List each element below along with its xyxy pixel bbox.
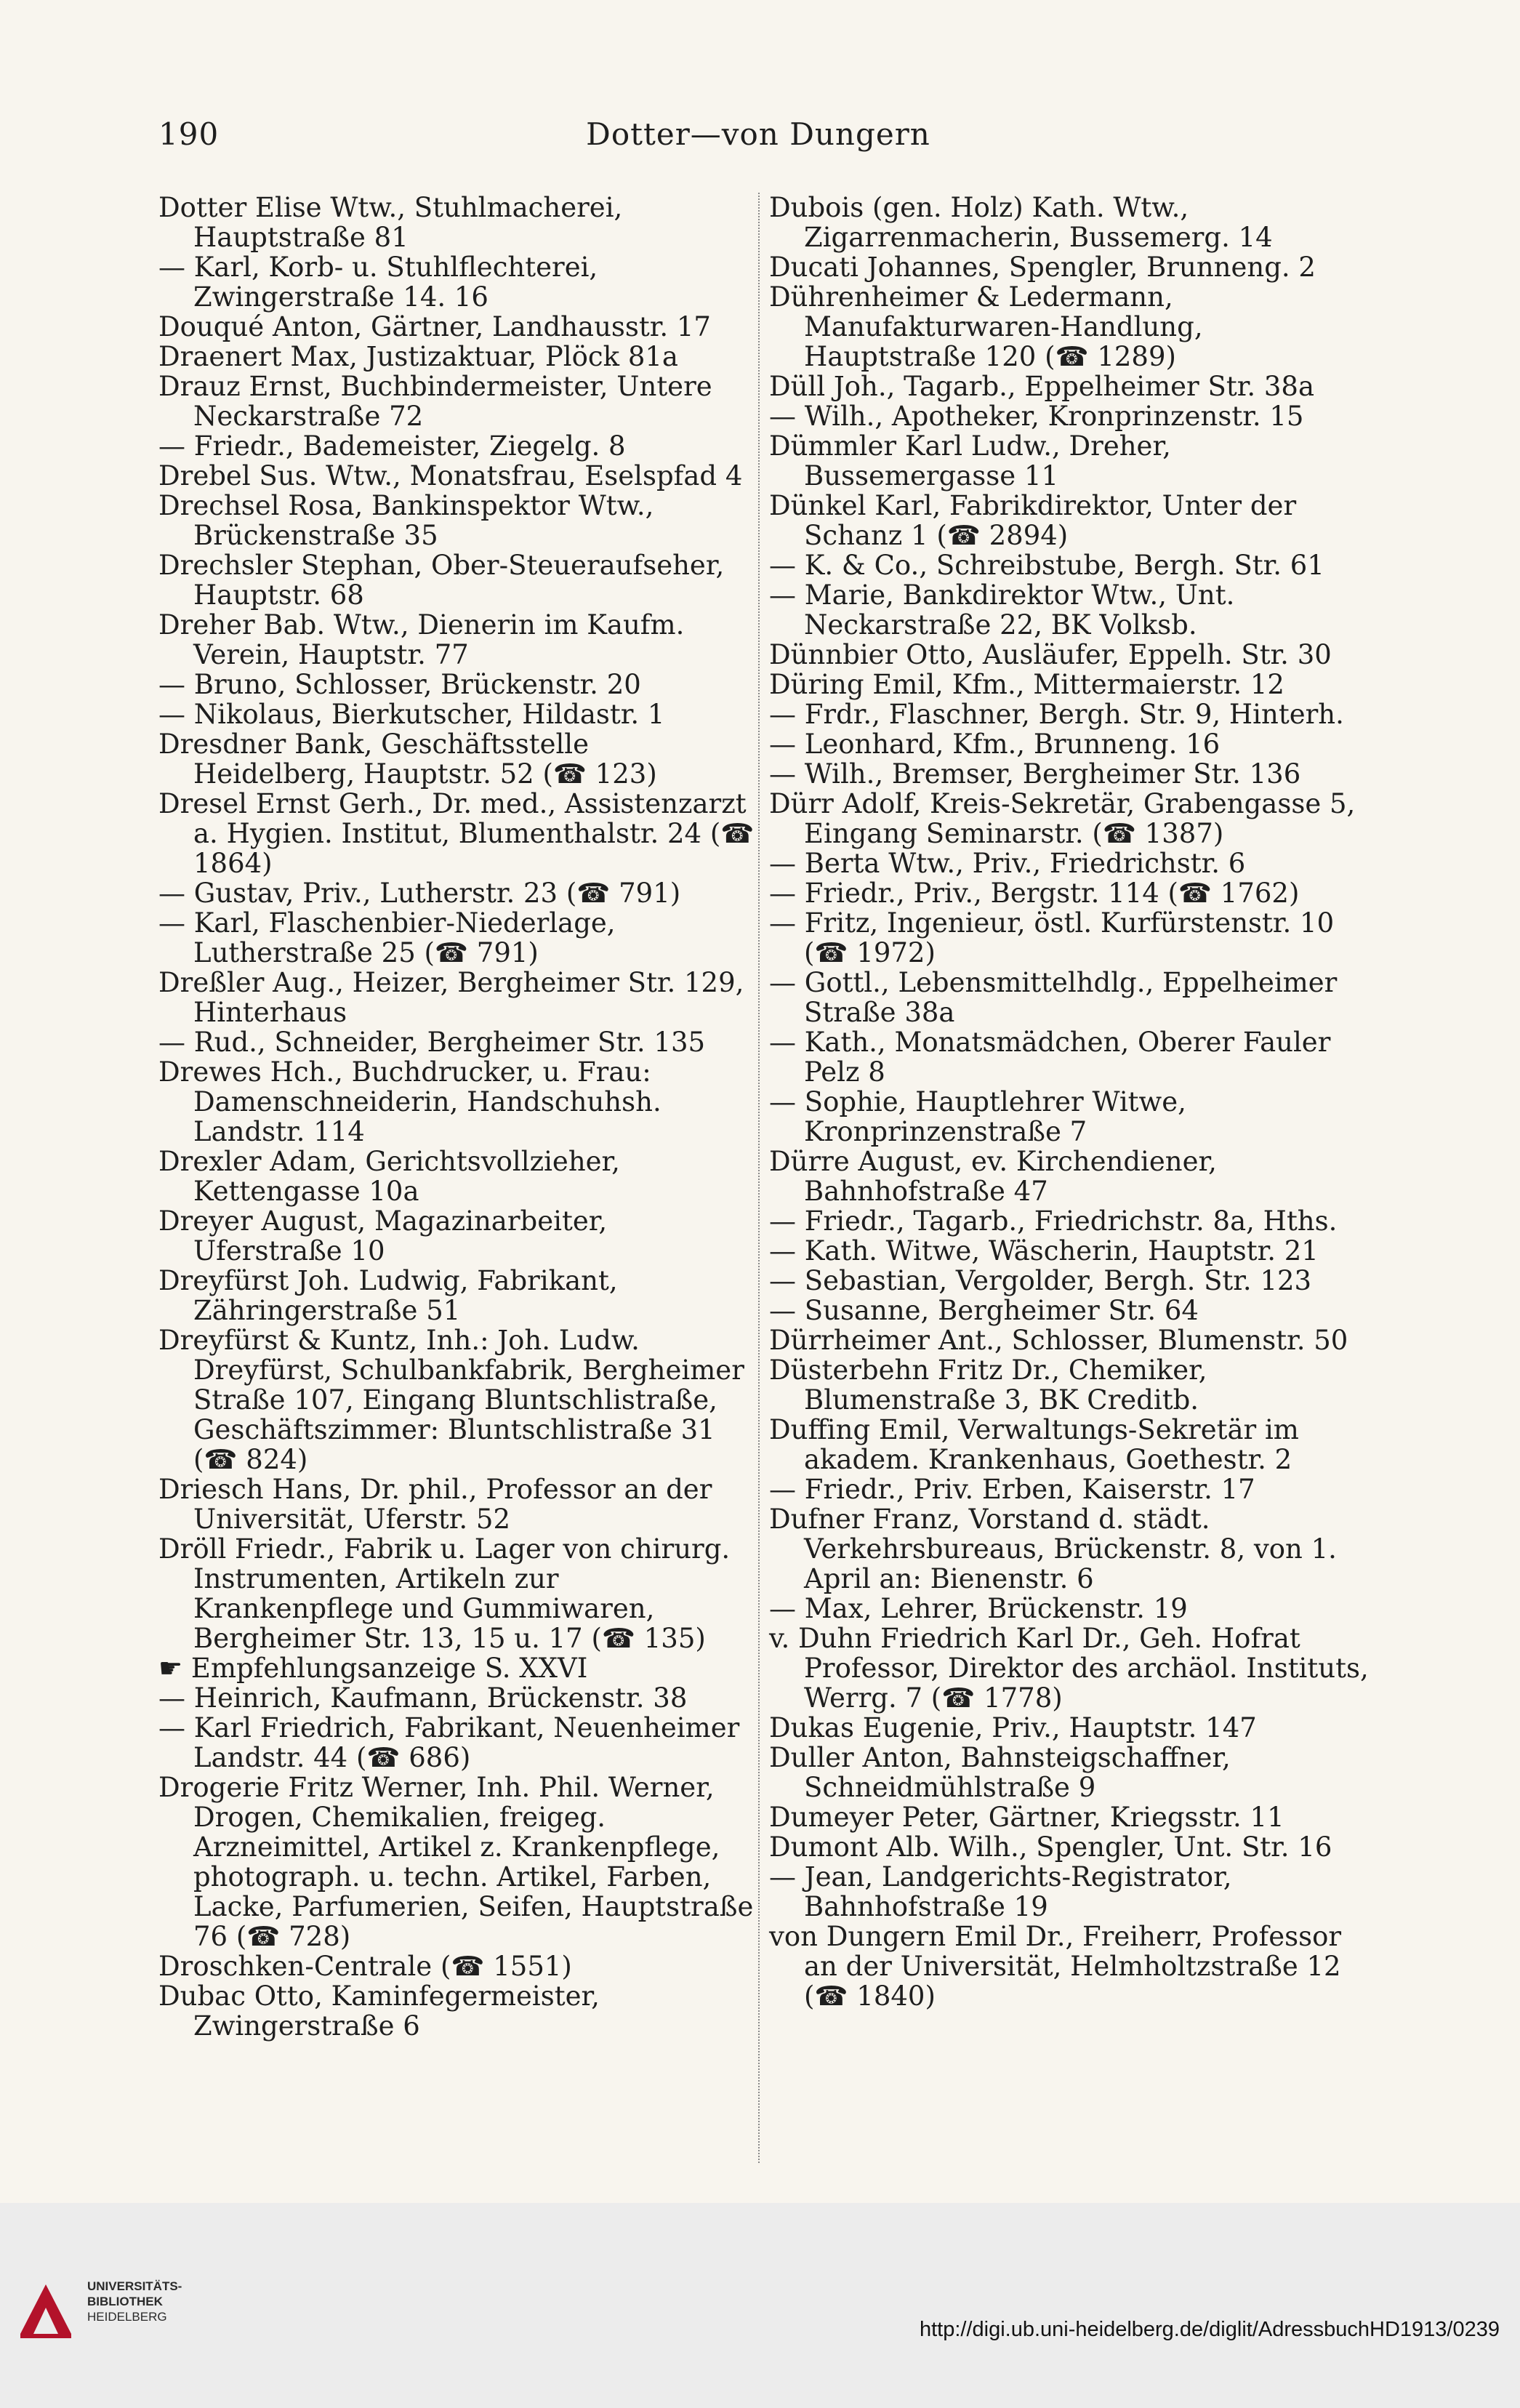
- page-header: [158, 109, 1358, 160]
- directory-entry: — Karl, Flaschenbier-Niederlage, Lutherstraße 25 (☎ 791): [158, 907, 616, 968]
- directory-entry: — Rud., Schneider, Bergheimer Str. 135: [158, 1027, 706, 1058]
- directory-entry: Dreyer August, Magazinarbeiter, Uferstraße 10: [158, 1205, 608, 1267]
- directory-entry: — Nikolaus, Bierkutscher, Hildastr. 1: [158, 699, 665, 730]
- directory-entry: Dreyfürst & Kuntz, Inh.: Joh. Ludw. Dreyfürst, Schulbankfabrik, Bergheimer Straße 107, Eingang Bluntschlistraße, Geschäftszimmer: Bluntschlistraße 31 (☎ 824): [158, 1325, 744, 1475]
- directory-entry: — Friedr., Tagarb., Friedrichstr. 8a, Hths.: [769, 1205, 1338, 1237]
- directory-entry: — Susanne, Bergheimer Str. 64: [769, 1295, 1199, 1326]
- directory-entry: Ducati Johannes, Spengler, Brunneng. 2: [769, 252, 1316, 283]
- directory-entry: — Kath. Witwe, Wäscherin, Hauptstr. 21: [769, 1235, 1319, 1267]
- directory-entry: — Friedr., Priv. Erben, Kaiserstr. 17: [769, 1474, 1255, 1505]
- directory-entry: Dürre August, ev. Kirchendiener, Bahnhofstraße 47: [769, 1146, 1217, 1207]
- directory-entry: Drexler Adam, Gerichtsvollzieher, Kettengasse 10a: [158, 1146, 620, 1207]
- directory-entry: Dotter Elise Wtw., Stuhlmacherei, Hauptstraße 81: [158, 192, 623, 253]
- directory-entry: — Fritz, Ingenieur, östl. Kurfürstenstr. 10 (☎ 1972): [769, 907, 1335, 968]
- directory-entry: — Karl, Korb- u. Stuhlflechterei, Zwingerstraße 14. 16: [158, 252, 598, 313]
- directory-entry: Dreher Bab. Wtw., Dienerin im Kaufm. Verein, Hauptstr. 77: [158, 609, 685, 670]
- source-url-link[interactable]: http://digi.ub.uni-heidelberg.de/diglit/AdressbuchHD1913/0239: [919, 2318, 1500, 2341]
- directory-entry: — Sophie, Hauptlehrer Witwe, Kronprinzenstraße 7: [769, 1086, 1186, 1147]
- library-name-line: BIBLIOTHEK: [87, 2295, 163, 2308]
- directory-entry: Dubois (gen. Holz) Kath. Wtw., Zigarrenmacherin, Bussemerg. 14: [769, 192, 1273, 253]
- directory-entry: Dünkel Karl, Fabrikdirektor, Unter der Schanz 1 (☎ 2894): [769, 490, 1297, 551]
- directory-entry: Dumont Alb. Wilh., Spengler, Unt. Str. 16: [769, 1831, 1332, 1863]
- directory-entry: Drewes Hch., Buchdrucker, u. Frau: Damenschneiderin, Handschuhsh. Landstr. 114: [158, 1056, 662, 1147]
- directory-entry: — Jean, Landgerichts-Registrator, Bahnhofstraße 19: [769, 1861, 1232, 1922]
- directory-entry: — Frdr., Flaschner, Bergh. Str. 9, Hinterh.: [769, 699, 1344, 730]
- directory-entry: Duffing Emil, Verwaltungs-Sekretär im akadem. Krankenhaus, Goethestr. 2: [769, 1414, 1299, 1475]
- viewer-footer: [0, 2203, 1520, 2408]
- directory-entry: — Karl Friedrich, Fabrikant, Neuenheimer Landstr. 44 (☎ 686): [158, 1712, 740, 1773]
- directory-entry: Dürrheimer Ant., Schlosser, Blumenstr. 50: [769, 1325, 1348, 1356]
- column-divider: [758, 193, 760, 2163]
- directory-entry: Dümmler Karl Ludw., Dreher, Bussemergasse 11: [769, 430, 1171, 491]
- directory-entry: Dufner Franz, Vorstand d. städt. Verkehrsbureaus, Brückenstr. 8, von 1. April an: Bienenstr. 6: [769, 1504, 1337, 1594]
- directory-entry: Drechsel Rosa, Bankinspektor Wtw., Brückenstraße 35: [158, 490, 654, 551]
- directory-entry: Duller Anton, Bahnsteigschaffner, Schneidmühlstraße 9: [769, 1742, 1231, 1803]
- library-name-line: UNIVERSITÄTS-: [87, 2279, 182, 2293]
- directory-entry: Draenert Max, Justizaktuar, Plöck 81a: [158, 341, 678, 372]
- directory-entry: — Gottl., Lebensmittelhdlg., Eppelheimer Straße 38a: [769, 967, 1338, 1028]
- directory-entry: Dresdner Bank, Geschäftsstelle Heidelberg, Hauptstr. 52 (☎ 123): [158, 729, 657, 790]
- directory-entry: Dröll Friedr., Fabrik u. Lager von chirurg. Instrumenten, Artikeln zur Krankenpflege und Gummiwaren, Bergheimer Str. 13, 15 u. 17 (☎ 135): [158, 1533, 731, 1654]
- directory-entry: Dührenheimer & Ledermann, Manufakturwaren-Handlung, Hauptstraße 120 (☎ 1289): [769, 281, 1203, 372]
- directory-entry: v. Duhn Friedrich Karl Dr., Geh. Hofrat Professor, Direktor des archäol. Instituts, Werrg. 7 (☎ 1778): [769, 1623, 1369, 1714]
- directory-entry: — Friedr., Priv., Bergstr. 114 (☎ 1762): [769, 878, 1300, 909]
- left-column: [158, 193, 758, 2041]
- directory-entry: Dürr Adolf, Kreis-Sekretär, Grabengasse 5, Eingang Seminarstr. (☎ 1387): [769, 788, 1356, 849]
- directory-entry: Dubac Otto, Kaminfegermeister, Zwingerstraße 6: [158, 1980, 600, 2042]
- directory-entry: — Wilh., Apotheker, Kronprinzenstr. 15: [769, 401, 1304, 432]
- directory-entry: ☛ Empfehlungsanzeige S. XXVI: [158, 1653, 588, 1684]
- page-title: Dotter—von Dungern: [586, 116, 930, 152]
- directory-entry: — Heinrich, Kaufmann, Brückenstr. 38: [158, 1682, 688, 1714]
- directory-entry: — K. & Co., Schreibstube, Bergh. Str. 61: [769, 550, 1324, 581]
- directory-entry: Düring Emil, Kfm., Mittermaierstr. 12: [769, 669, 1284, 700]
- directory-entry: Drogerie Fritz Werner, Inh. Phil. Werner, Drogen, Chemikalien, freigeg. Arzneimittel, Artikel z. Krankenpflege, photograph. u. techn. Artikel, Farben, Lacke, Parfumerien, Seifen, Hauptstraße 76 (☎ 728): [158, 1772, 754, 1952]
- directory-entry: — Kath., Monatsmädchen, Oberer Fauler Pelz 8: [769, 1027, 1331, 1088]
- directory-entry: Dukas Eugenie, Priv., Hauptstr. 147: [769, 1712, 1257, 1743]
- directory-entry: Düsterbehn Fritz Dr., Chemiker, Blumenstraße 3, BK Creditb.: [769, 1354, 1207, 1416]
- university-library-logo-icon: [13, 2276, 79, 2341]
- directory-entry: Drechsler Stephan, Ober-Steueraufseher, Hauptstr. 68: [158, 550, 725, 611]
- directory-entry: Düll Joh., Tagarb., Eppelheimer Str. 38a: [769, 371, 1315, 402]
- directory-entry: Dumeyer Peter, Gärtner, Kriegsstr. 11: [769, 1802, 1284, 1833]
- directory-entry: — Max, Lehrer, Brückenstr. 19: [769, 1593, 1188, 1624]
- directory-entry: Droschken-Centrale (☎ 1551): [158, 1951, 572, 1982]
- directory-entry: — Friedr., Bademeister, Ziegelg. 8: [158, 430, 626, 462]
- directory-entry: Douqué Anton, Gärtner, Landhausstr. 17: [158, 311, 711, 342]
- directory-entry: — Marie, Bankdirektor Wtw., Unt. Neckarstraße 22, BK Volksb.: [769, 579, 1235, 641]
- directory-entry: Drebel Sus. Wtw., Monatsfrau, Eselspfad 4: [158, 460, 743, 491]
- directory-entry: Driesch Hans, Dr. phil., Professor an der Universität, Uferstr. 52: [158, 1474, 712, 1535]
- directory-entry: — Berta Wtw., Priv., Friedrichstr. 6: [769, 848, 1246, 879]
- directory-entry: Dresel Ernst Gerh., Dr. med., Assistenzarzt a. Hygien. Institut, Blumenthalstr. 24 (☎ 1864): [158, 788, 755, 879]
- directory-entry: — Leonhard, Kfm., Brunneng. 16: [769, 729, 1221, 760]
- right-column: [769, 193, 1369, 2011]
- library-name: [87, 2279, 182, 2324]
- directory-entry: Dreyfürst Joh. Ludwig, Fabrikant, Zähringerstraße 51: [158, 1265, 618, 1326]
- page-number: 190: [158, 116, 220, 152]
- directory-entry: Drauz Ernst, Buchbindermeister, Untere Neckarstraße 72: [158, 371, 712, 432]
- directory-entry: — Wilh., Bremser, Bergheimer Str. 136: [769, 758, 1301, 790]
- library-name-line: HEIDELBERG: [87, 2310, 167, 2324]
- directory-entry: — Bruno, Schlosser, Brückenstr. 20: [158, 669, 641, 700]
- directory-entry: Dreßler Aug., Heizer, Bergheimer Str. 129, Hinterhaus: [158, 967, 744, 1028]
- directory-entry: — Gustav, Priv., Lutherstr. 23 (☎ 791): [158, 878, 681, 909]
- directory-entry: von Dungern Emil Dr., Freiherr, Professor an der Universität, Helmholtzstraße 12 (☎ 1840): [769, 1921, 1342, 2012]
- directory-entry: Dünnbier Otto, Ausläufer, Eppelh. Str. 30: [769, 639, 1332, 670]
- directory-entry: — Sebastian, Vergolder, Bergh. Str. 123: [769, 1265, 1312, 1296]
